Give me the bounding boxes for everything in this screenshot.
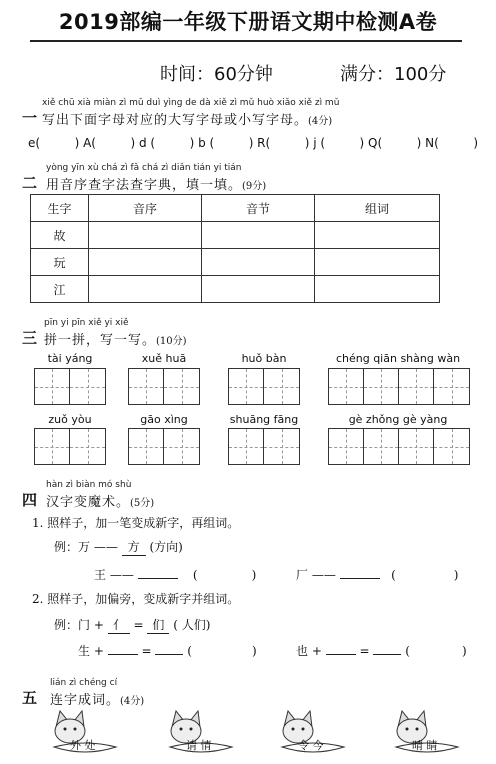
q1-example: 例：万 —— 方 (方向) (54, 540, 183, 554)
cat-word-card[interactable] (278, 705, 348, 760)
writing-grid[interactable] (228, 368, 300, 405)
letter-item: ) (473, 136, 478, 150)
pinyin-word: xuě huā (141, 352, 187, 365)
page-title: 2019部编一年级下册语文期中检测A卷 (58, 10, 438, 34)
s1-score: (4分) (308, 116, 333, 127)
lookup-table (30, 194, 440, 303)
s5-number: 五 (22, 689, 38, 707)
s3-instruction: 拼一拼，写一写。(10分) (44, 333, 187, 348)
title-divider (30, 40, 462, 42)
table-row: 江 (31, 276, 440, 303)
s4-score: (5分) (130, 498, 155, 509)
table-row: 玩 (31, 249, 440, 276)
pinyin-word: tài yáng (47, 352, 93, 365)
col-header: 生字 (31, 195, 89, 222)
q1-item-a: 王 —— ( ) (94, 568, 257, 582)
writing-grid[interactable] (34, 428, 106, 465)
s1-pinyin: xiě chū xià miàn zì mǔ duì yìng de dà xiě zì mǔ huò xiǎo xiě zì mǔ (42, 98, 340, 108)
writing-grid[interactable] (328, 428, 470, 465)
cat-word: 令 今 (298, 739, 324, 752)
answer-blank[interactable] (138, 578, 178, 579)
q1-item-b: 厂 —— ( ) (296, 568, 459, 582)
answer-blank[interactable] (108, 654, 138, 655)
writing-grid[interactable] (228, 428, 300, 465)
pinyin-word: gāo xìng (140, 413, 188, 426)
col-header: 音节 (202, 195, 315, 222)
col-header: 音序 (89, 195, 202, 222)
exam-full-score: 满分：100分 (340, 64, 447, 85)
s3-number: 三 (22, 329, 38, 347)
answer-blank[interactable] (326, 654, 356, 655)
letter-item: e( (28, 136, 41, 150)
q2-example: 例：门 + 亻 = 们 ( 人们) (54, 618, 211, 632)
pinyin-word: chéng qiān shàng wàn (335, 352, 461, 365)
writing-grid[interactable] (128, 368, 200, 405)
s3-pinyin: pīn yi pīn xiě yi xiě (44, 318, 129, 328)
q1-prompt: 1. 照样子，加一笔变成新字，再组词。 (32, 516, 240, 530)
letter-item: ) b ( (189, 136, 215, 150)
s2-instruction: 用音序查字法查字典，填一填。(9分) (46, 178, 267, 193)
q2-prompt: 2. 照样子，加偏旁，变成新字并组词。 (32, 592, 240, 606)
s4-number: 四 (22, 491, 38, 509)
cat-word: 请 情 (186, 739, 212, 752)
pinyin-word: shuāng fāng (229, 413, 299, 426)
cat-word-card[interactable] (166, 705, 236, 760)
pinyin-word: zuǒ yòu (48, 413, 92, 426)
s5-pinyin: lián zì chéng cí (50, 678, 118, 688)
cat-word-card[interactable] (392, 705, 462, 760)
letter-item: ) d ( (130, 136, 156, 150)
writing-grid[interactable] (328, 368, 470, 405)
cat-word: 晴 睛 (412, 739, 438, 752)
col-header: 组词 (315, 195, 440, 222)
q2-item-a: 生 + = ( ) (78, 644, 257, 658)
exam-time: 时间：60分钟 (160, 64, 273, 85)
q2-item-b: 也 + = ( ) (296, 644, 467, 658)
cat-word: 外 处 (70, 739, 96, 752)
answer-blank[interactable] (373, 654, 401, 655)
s5-score: (4分) (120, 696, 145, 707)
s1-instruction: 写出下面字母对应的大写字母或小写字母。(4分) (42, 113, 333, 128)
s1-letter-row (28, 136, 478, 150)
letter-item: ) A( (74, 136, 96, 150)
pinyin-word: gè zhǒng gè yàng (348, 413, 448, 426)
s3-score: (10分) (156, 336, 187, 347)
s4-pinyin: hàn zì biàn mó shù (46, 480, 132, 490)
writing-grid[interactable] (34, 368, 106, 405)
letter-item: ) Q( (359, 136, 383, 150)
letter-item: ) R( (248, 136, 271, 150)
letter-item: ) N( (416, 136, 439, 150)
s4-instruction: 汉字变魔术。(5分) (46, 495, 155, 510)
cat-word-card[interactable] (50, 705, 120, 760)
table-row: 故 (31, 222, 440, 249)
s2-pinyin: yòng yīn xù chá zì fǎ chá zì diǎn tián yi tián (46, 163, 242, 173)
s2-number: 二 (22, 174, 38, 192)
s2-score: (9分) (242, 181, 267, 192)
answer-blank[interactable] (155, 654, 183, 655)
writing-grid[interactable] (128, 428, 200, 465)
answer-blank[interactable] (340, 578, 380, 579)
pinyin-word: huǒ bàn (241, 352, 287, 365)
letter-item: ) j ( (304, 136, 326, 150)
s1-number: 一 (22, 109, 38, 127)
s5-instruction: 连字成词。(4分) (50, 693, 145, 708)
